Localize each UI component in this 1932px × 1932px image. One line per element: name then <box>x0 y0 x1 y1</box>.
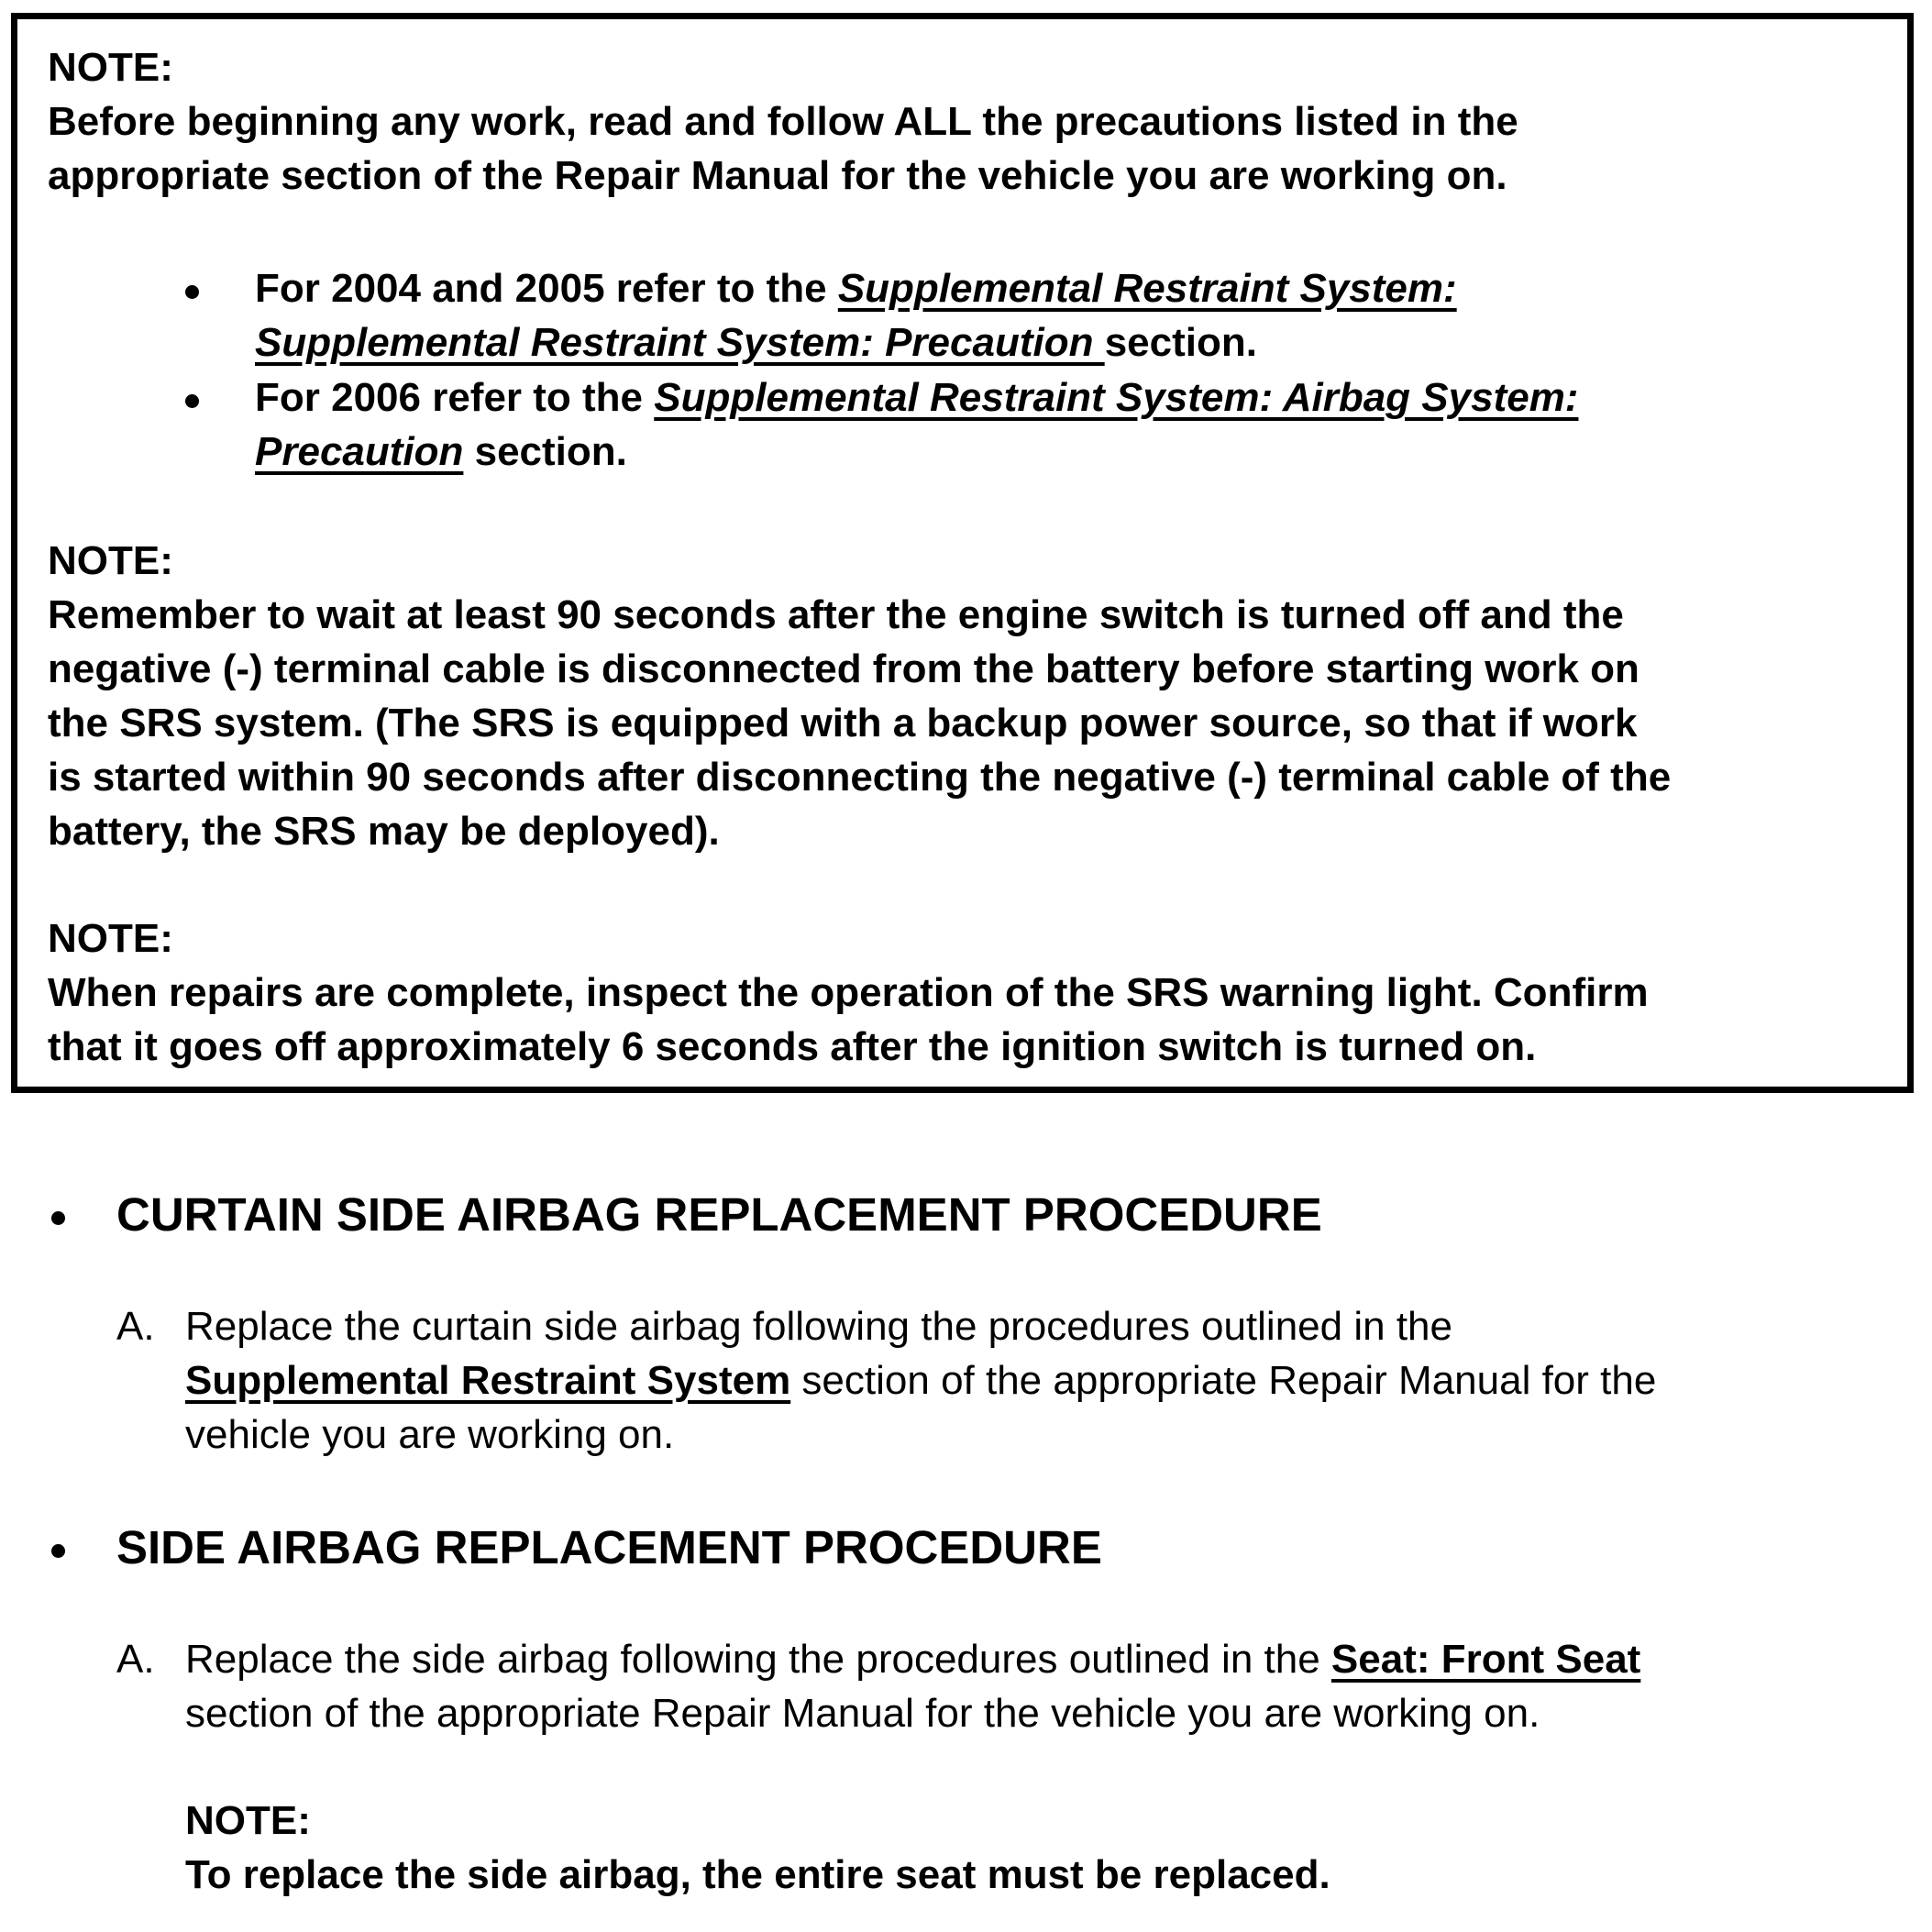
bullet-suffix: section. <box>463 429 627 474</box>
airbag-system-link[interactable]: Supplemental Restraint System: Airbag System: <box>654 375 1579 420</box>
step-text-line: Replace the curtain side airbag following the procedures outlined in the <box>185 1304 1452 1349</box>
srs-section-link[interactable]: Supplemental Restraint System: <box>837 266 1457 311</box>
note-label: NOTE: <box>185 1798 311 1843</box>
section-bullet-dot <box>51 1211 65 1225</box>
step-text-line: vehicle you are working on. <box>185 1412 675 1457</box>
bullet-item-2006-cont <box>255 425 627 479</box>
note-label: NOTE: <box>48 538 173 583</box>
srs-manual-link[interactable]: Supplemental Restraint System <box>185 1358 791 1403</box>
note-text-line: battery, the SRS may be deployed). <box>48 809 720 854</box>
note-label: NOTE: <box>48 45 173 90</box>
section-bullet-dot <box>51 1544 65 1558</box>
bullet-item-2006 <box>255 370 1578 425</box>
srs-precaution-link[interactable]: Supplemental Restraint System: Precaution <box>255 320 1105 365</box>
side-airbag-heading: SIDE AIRBAG REPLACEMENT PROCEDURE <box>116 1521 1102 1573</box>
note-text-line: that it goes off approximately 6 seconds after the ignition switch is turned on. <box>48 1024 1537 1069</box>
curtain-airbag-heading: CURTAIN SIDE AIRBAG REPLACEMENT PROCEDURE <box>116 1188 1322 1241</box>
step-marker: A. <box>116 1304 155 1349</box>
bullet-prefix: For 2006 refer to the <box>255 375 655 420</box>
bullet-prefix: For 2004 and 2005 refer to the <box>255 266 838 311</box>
step-marker: A. <box>116 1637 155 1682</box>
step-text: Replace the side airbag following the procedures outlined in the <box>185 1637 1331 1682</box>
note-text-line: negative (-) terminal cable is disconnected from the battery before starting work on <box>48 646 1639 691</box>
note-label: NOTE: <box>48 916 173 961</box>
note-text-line: When repairs are complete, inspect the operation of the SRS warning light. Confirm <box>48 970 1649 1015</box>
bullet-item-2004-2005-cont <box>255 315 1257 370</box>
step-text-line: section of the appropriate Repair Manual for the vehicle you are working on. <box>185 1691 1540 1736</box>
front-seat-link[interactable]: Seat: Front Seat <box>1330 1637 1641 1682</box>
step-text-line <box>185 1632 1640 1686</box>
bullet-dot <box>185 394 199 408</box>
note-text-line: To replace the side airbag, the entire seat must be replaced. <box>185 1852 1330 1897</box>
note-text-line: is started within 90 seconds after disconnecting the negative (-) terminal cable of the <box>48 755 1672 800</box>
note-text-line: appropriate section of the Repair Manual for the vehicle you are working on. <box>48 153 1507 198</box>
step-text-rest: section of the appropriate Repair Manual for the <box>790 1358 1657 1403</box>
note-text-line: the SRS system. (The SRS is equipped with a backup power source, so that if work <box>48 701 1638 745</box>
note-text-line: Remember to wait at least 90 seconds after the engine switch is turned off and the <box>48 592 1624 637</box>
note-text-line: Before beginning any work, read and follow ALL the precautions listed in the <box>48 99 1518 144</box>
bullet-suffix: section. <box>1104 320 1257 365</box>
bullet-item-2004-2005 <box>255 261 1457 315</box>
airbag-precaution-link[interactable]: Precaution <box>255 429 464 474</box>
step-text-line <box>185 1353 1656 1408</box>
bullet-dot <box>185 285 199 299</box>
